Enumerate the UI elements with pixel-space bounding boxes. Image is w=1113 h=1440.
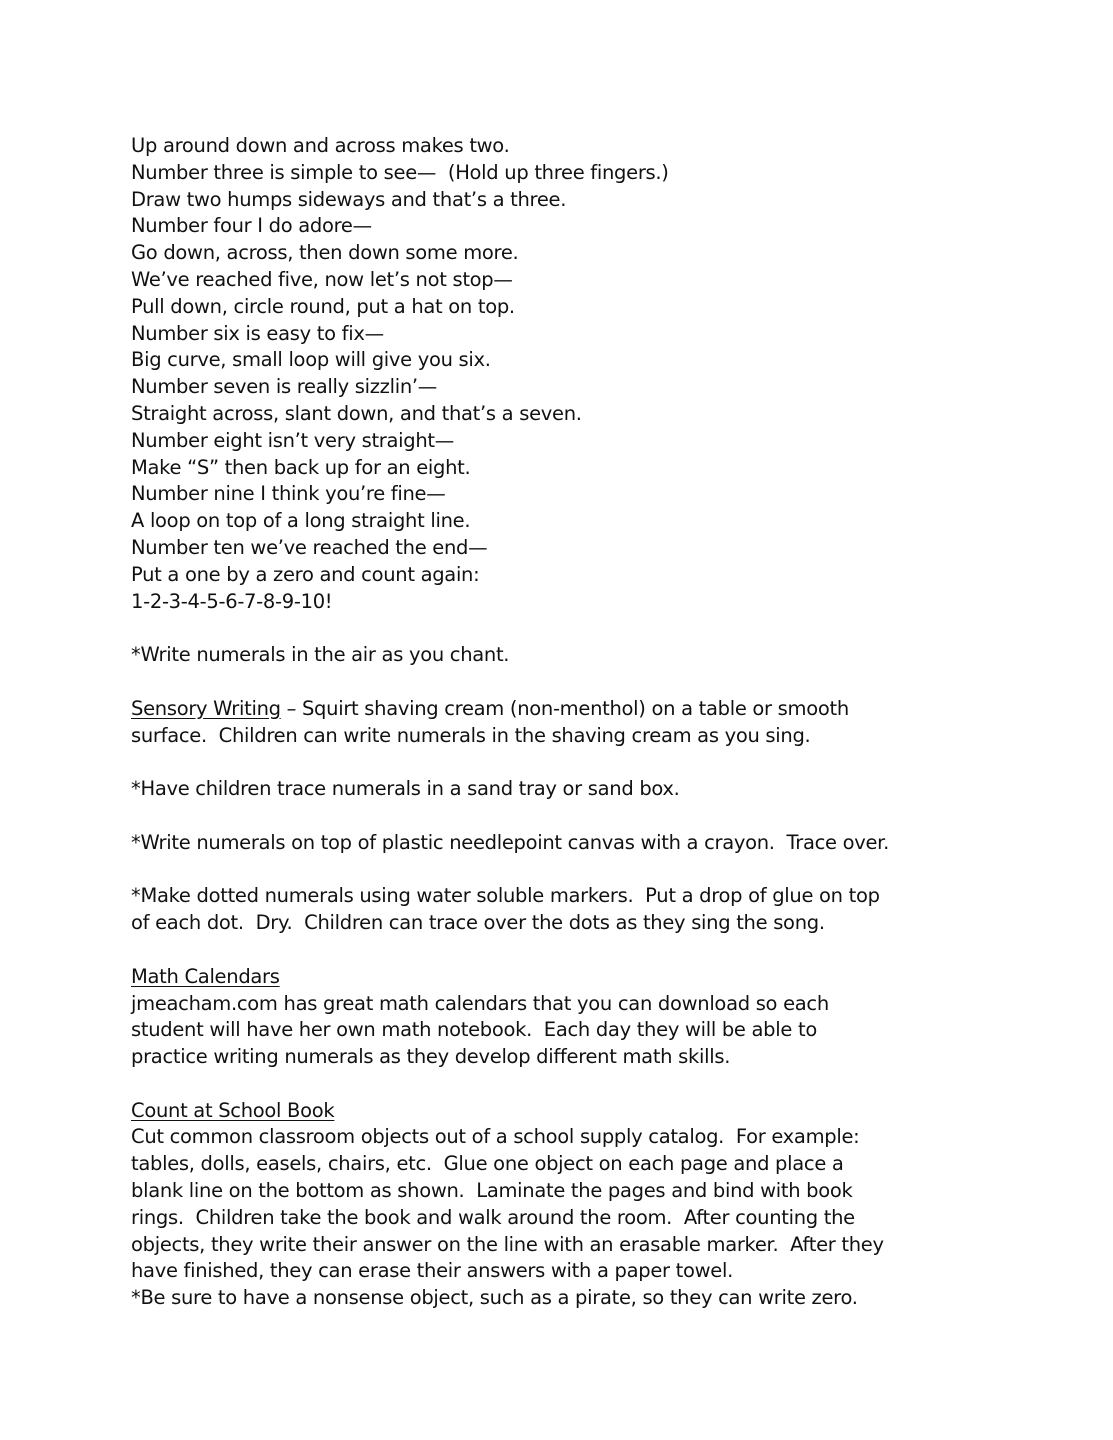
dotted-numerals-line: *Make dotted numerals using water soluble markers. Put a drop of glue on top [131, 884, 880, 908]
count-at-school-line: have finished, they can erase their answers with a paper towel. [131, 1259, 733, 1283]
count-at-school-heading: Count at School Book [131, 1098, 335, 1122]
poem-line: Put a one by a zero and count again: [131, 562, 480, 586]
poem-line: Straight across, slant down, and that’s a seven. [131, 401, 582, 425]
count-at-school-line: Cut common classroom objects out of a school supply catalog. For example: [131, 1125, 860, 1149]
sensory-writing-heading: Sensory Writing [131, 696, 281, 720]
poem-line: Up around down and across makes two. [131, 134, 510, 157]
spacer [131, 1071, 1031, 1098]
poem-line: Go down, across, then down some more. [131, 241, 519, 265]
air-writing-note: *Write numerals in the air as you chant. [131, 643, 510, 667]
document-page [131, 133, 1031, 1312]
sensory-writing-section [131, 696, 1031, 750]
sensory-writing-line [131, 696, 1031, 723]
poem-line: Number eight isn’t very straight— [131, 428, 454, 452]
poem-line: Draw two humps sideways and that’s a three. [131, 187, 567, 211]
poem-line: Number seven is really sizzlin’— [131, 375, 438, 399]
needlepoint-canvas-note: *Write numerals on top of plastic needlepoint canvas with a crayon. Trace over. [131, 830, 890, 854]
math-calendars-line: jmeacham.com has great math calendars that you can download so each [131, 991, 829, 1015]
sensory-writing-text: – Squirt shaving cream (non-menthol) on a table or smooth [280, 696, 849, 720]
dotted-numerals-section [131, 883, 1031, 937]
poem-line: A loop on top of a long straight line. [131, 509, 471, 533]
poem-line: Number four I do adore— [131, 214, 372, 238]
math-calendars-section [131, 964, 1031, 1071]
poem-line: Number six is easy to fix— [131, 321, 384, 345]
spacer [131, 749, 1031, 776]
count-at-school-line: rings. Children take the book and walk around the room. After counting the [131, 1205, 855, 1229]
math-calendars-line: practice writing numerals as they develop different math skills. [131, 1045, 731, 1069]
math-calendars-line: student will have her own math notebook. Each day they will be able to [131, 1018, 817, 1042]
spacer [131, 669, 1031, 696]
poem-line: We’ve reached five, now let’s not stop— [131, 267, 513, 291]
spacer [131, 803, 1031, 830]
poem-line: Number nine I think you’re fine— [131, 482, 446, 506]
poem-line: Big curve, small loop will give you six. [131, 348, 491, 372]
sand-tray-note: *Have children trace numerals in a sand tray or sand box. [131, 777, 680, 801]
poem-line: 1-2-3-4-5-6-7-8-9-10! [131, 589, 333, 613]
dotted-numerals-line: of each dot. Dry. Children can trace over the dots as they sing the song. [131, 911, 825, 935]
spacer [131, 857, 1031, 884]
number-poem [131, 133, 1031, 615]
count-at-school-section [131, 1098, 1031, 1312]
count-at-school-line: tables, dolls, easels, chairs, etc. Glue one object on each page and place a [131, 1152, 844, 1176]
sensory-writing-line: surface. Children can write numerals in the shaving cream as you sing. [131, 723, 811, 747]
math-calendars-heading: Math Calendars [131, 964, 280, 988]
poem-line: Number three is simple to see— (Hold up three fingers.) [131, 160, 669, 184]
count-at-school-line: *Be sure to have a nonsense object, such as a pirate, so they can write zero. [131, 1286, 858, 1310]
poem-line: Pull down, circle round, put a hat on top. [131, 294, 515, 318]
poem-line: Make “S” then back up for an eight. [131, 455, 471, 479]
poem-line: Number ten we’ve reached the end— [131, 535, 488, 559]
count-at-school-line: blank line on the bottom as shown. Laminate the pages and bind with book [131, 1179, 853, 1203]
spacer [131, 937, 1031, 964]
count-at-school-line: objects, they write their answer on the line with an erasable marker. After they [131, 1232, 884, 1256]
spacer [131, 615, 1031, 642]
